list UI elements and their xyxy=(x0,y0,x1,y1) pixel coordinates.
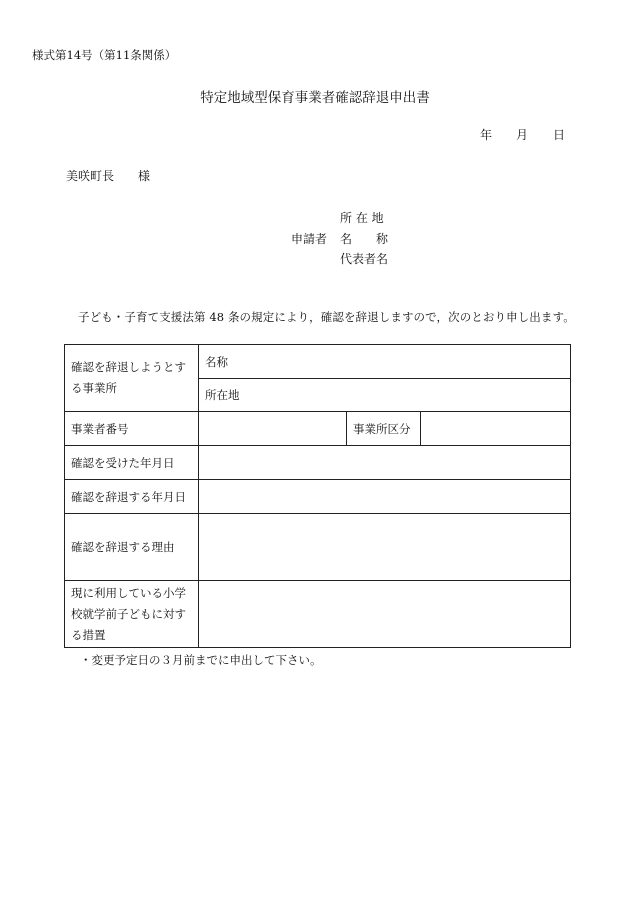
withdrawal-form-table xyxy=(64,344,571,648)
applicant-heading: 申請者 xyxy=(291,232,328,246)
confirmed-date-label-cell xyxy=(65,446,199,480)
form-number: 様式第14号（第11条関係） xyxy=(32,48,177,62)
withdrawal-reason-label: 確認を辞退する理由 xyxy=(71,540,175,554)
preschool-measures-field[interactable] xyxy=(199,581,571,648)
preschool-measures-label: 現に利用している小学校就学前子どもに対する措置 xyxy=(71,585,186,642)
withdrawal-reason-field[interactable] xyxy=(199,514,571,581)
applicant-name-label: 名 称 xyxy=(340,232,389,246)
recipient-honorific: 様 xyxy=(138,169,151,183)
withdrawal-date-label: 確認を辞退する年月日 xyxy=(71,489,186,504)
submission-note: ・変更予定日の３月前までに申出して下さい。 xyxy=(80,653,322,667)
facility-address-cell[interactable] xyxy=(199,379,571,412)
declaration-statement: 子ども・子育て支援法第 48 条の規定により，確認を辞退しますので，次のとおり申し出ます。 xyxy=(78,310,575,324)
facility-category-field[interactable] xyxy=(421,412,571,446)
date-day-label: 日 xyxy=(553,128,566,142)
withdrawal-date-label-cell xyxy=(65,480,199,514)
operator-number-field[interactable] xyxy=(199,412,347,446)
document-title: 特定地域型保育事業者確認辞退申出書 xyxy=(200,90,430,106)
facility-name-cell[interactable] xyxy=(199,345,571,379)
withdrawal-reason-label-cell xyxy=(65,514,199,581)
facility-name-label: 名称 xyxy=(205,354,228,369)
date-month-label: 月 xyxy=(516,128,529,142)
confirmed-date-field[interactable] xyxy=(199,446,571,480)
preschool-measures-label-cell xyxy=(65,581,199,648)
operator-number-label: 事業者番号 xyxy=(71,421,129,436)
operator-number-label-cell xyxy=(65,412,199,446)
facility-label: 確認を辞退しようとする事業所 xyxy=(71,360,186,395)
confirmed-date-label: 確認を受けた年月日 xyxy=(71,455,175,470)
withdrawal-date-field[interactable] xyxy=(199,480,571,514)
applicant-representative-label: 代表者名 xyxy=(340,252,389,266)
facility-category-label: 事業所区分 xyxy=(353,421,411,436)
facility-label-cell xyxy=(65,345,199,412)
facility-address-label: 所在地 xyxy=(205,388,240,402)
applicant-address-label: 所 在 地 xyxy=(340,211,384,225)
date-year-label: 年 xyxy=(480,128,493,142)
recipient-name: 美咲町長 xyxy=(66,169,115,183)
facility-category-label-cell xyxy=(347,412,421,446)
